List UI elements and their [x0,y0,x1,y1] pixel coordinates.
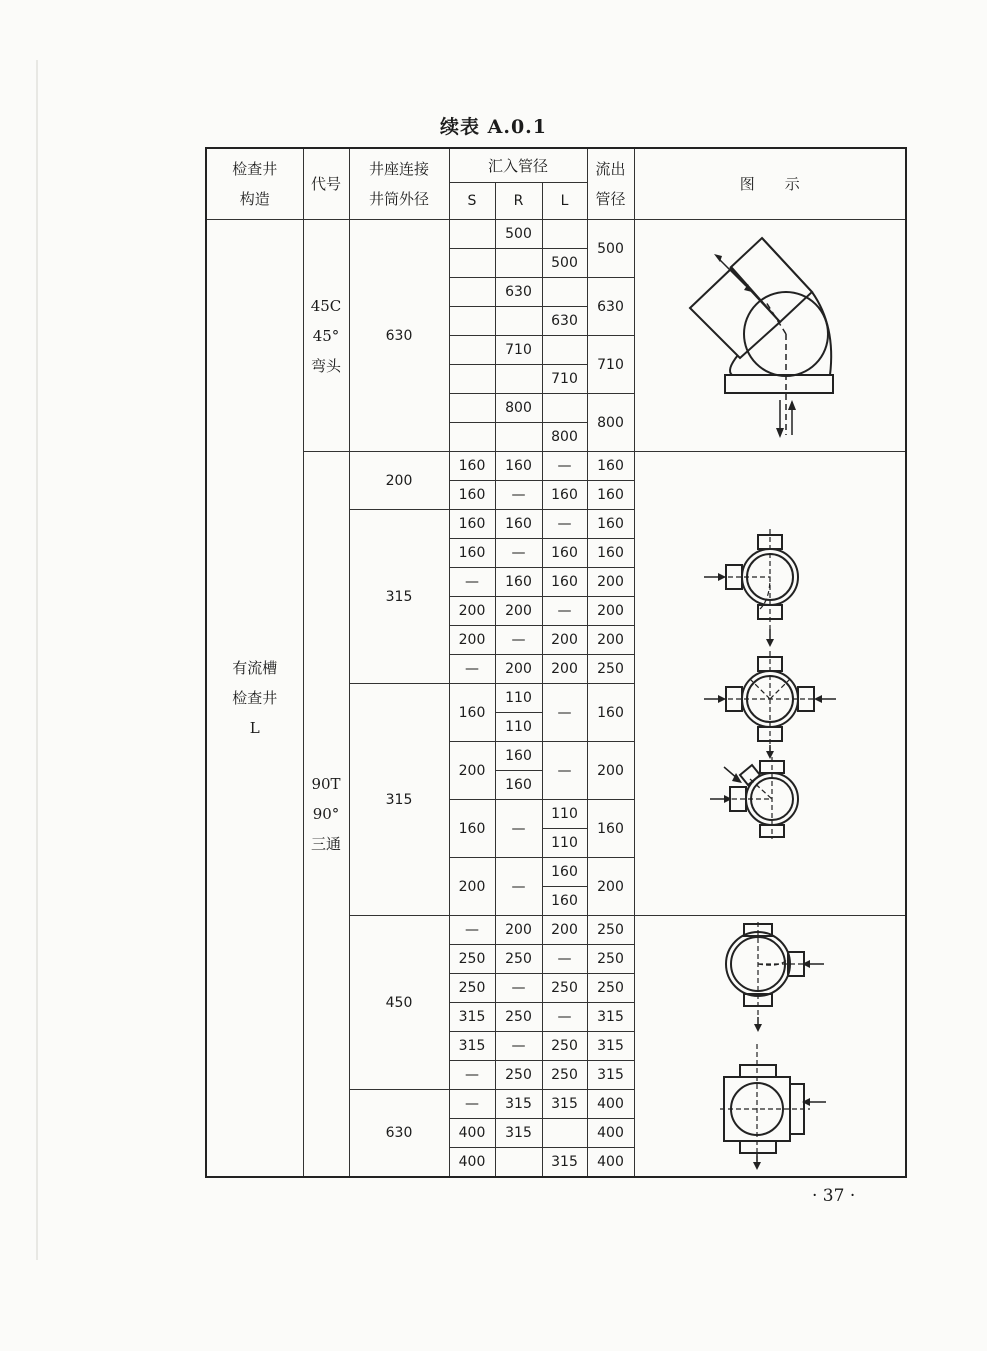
structure-label: 有流槽 检查井 L [206,220,303,1178]
table-cell: 315 [587,1061,634,1090]
table-cell: — [542,452,587,481]
table-cell: 250 [587,974,634,1003]
table-cell: 710 [495,336,542,365]
table-cell: 800 [587,394,634,452]
table-cell: 250 [587,945,634,974]
table-cell: — [495,626,542,655]
table-cell: 200 [542,655,587,684]
table-cell: 160 [542,481,587,510]
header-shaft-od: 井座连接 井筒外径 [349,148,449,220]
shaft-od-315-b: 315 [349,684,449,916]
table-cell [542,1119,587,1148]
code-90-tee: 90T 90° 三通 [303,452,349,1178]
table-cell: 160 [495,742,542,771]
table-cell: 315 [587,1003,634,1032]
table-cell: — [542,684,587,742]
table-cell: — [542,510,587,539]
tee-90-large-diagrams [700,922,840,1170]
table-cell: 800 [495,394,542,423]
table-cell: 250 [542,1061,587,1090]
table-cell: 160 [542,539,587,568]
table-cell: — [449,916,495,945]
elbow-45-figure [634,220,906,452]
table-cell: 710 [542,365,587,394]
table-cell: 200 [587,626,634,655]
header-structure: 检查井 构造 [206,148,303,220]
table-cell: 160 [449,452,495,481]
table-cell: 315 [587,1032,634,1061]
table-cell: 250 [449,945,495,974]
table-cell: 160 [542,568,587,597]
table-cell: 800 [542,423,587,452]
table-cell: 400 [587,1148,634,1178]
table-cell: — [495,1032,542,1061]
table-cell: 400 [587,1090,634,1119]
table-cell: — [495,539,542,568]
table-cell: 250 [542,1032,587,1061]
shaft-od-315-a: 315 [349,510,449,684]
table-cell: 160 [495,452,542,481]
table-cell: 110 [495,684,542,713]
header-s: S [449,183,495,220]
table-cell: 315 [542,1090,587,1119]
table-cell: 250 [495,945,542,974]
table-cell: 400 [587,1119,634,1148]
table-cell: 160 [542,887,587,916]
table-cell: 200 [449,742,495,800]
table-cell: 200 [495,597,542,626]
table-cell: 160 [449,800,495,858]
table-cell [449,220,495,249]
table-cell: 200 [449,626,495,655]
table-cell: 160 [449,510,495,539]
table-cell: 160 [449,684,495,742]
tee-90-figure-group-1 [634,452,906,916]
header-r: R [495,183,542,220]
table-cell: 400 [449,1119,495,1148]
table-cell: 110 [542,829,587,858]
table-cell: 160 [587,539,634,568]
tee-90-figure-group-2 [634,916,906,1178]
table-cell: — [542,1003,587,1032]
table-cell: 250 [542,974,587,1003]
table-cell: 110 [542,800,587,829]
header-l: L [542,183,587,220]
table-cell: 250 [449,974,495,1003]
table-cell: 200 [449,858,495,916]
table-cell: 500 [495,220,542,249]
table-cell: — [495,858,542,916]
table-cell: — [449,1061,495,1090]
header-figure: 图 示 [634,148,906,220]
table-cell: 160 [449,539,495,568]
shaft-od-630-tee: 630 [349,1090,449,1178]
table-cell: 315 [495,1090,542,1119]
table-cell [542,220,587,249]
table-cell: — [495,481,542,510]
table-cell: — [449,568,495,597]
table-cell: — [542,597,587,626]
table-cell: 200 [587,858,634,916]
header-inflow: 汇入管径 [449,148,587,183]
table-cell: — [495,800,542,858]
table-cell: 160 [495,568,542,597]
table-cell: 160 [495,510,542,539]
tee-90-diagrams [690,529,850,839]
table-cell: 160 [587,510,634,539]
table-cell: 250 [495,1003,542,1032]
table-cell: — [449,1090,495,1119]
table-cell: — [542,945,587,974]
table-cell: 160 [449,481,495,510]
table-cell: 315 [542,1148,587,1178]
code-45-elbow: 45C 45° 弯头 [303,220,349,452]
table-cell: 315 [495,1119,542,1148]
table-cell: 710 [587,336,634,394]
table-cell: 250 [587,916,634,945]
fittings-table [205,147,907,1178]
elbow-45-diagram [670,230,870,442]
table-cell: 400 [449,1148,495,1178]
table-cell: 160 [542,858,587,887]
table-cell: 200 [495,655,542,684]
table-cell: 160 [587,684,634,742]
table-cell: — [495,974,542,1003]
shaft-od-450: 450 [349,916,449,1090]
shaft-od-200: 200 [349,452,449,510]
table-cell: — [542,742,587,800]
table-cell: 160 [587,481,634,510]
header-code: 代号 [303,148,349,220]
table-cell: 200 [542,626,587,655]
table-cell: 250 [587,655,634,684]
table-cell: 500 [587,220,634,278]
table-cell: 200 [449,597,495,626]
table-cell: 500 [542,249,587,278]
table-cell: 315 [449,1003,495,1032]
table-cell: 315 [449,1032,495,1061]
page-number: · 37 · [812,1186,856,1206]
scan-edge-shadow [36,60,38,1260]
table-cell: 630 [542,307,587,336]
table-cell [495,1148,542,1178]
shaft-od-630-elbow: 630 [349,220,449,452]
table-cell: 160 [587,800,634,858]
table-cell: 200 [542,916,587,945]
table-cell: 160 [495,771,542,800]
table-cell: 110 [495,713,542,742]
table-cell: 200 [587,568,634,597]
table-cell: 250 [495,1061,542,1090]
table-cell: 630 [495,278,542,307]
table-cell: 200 [587,597,634,626]
table-cell: 200 [587,742,634,800]
table-cell: — [449,655,495,684]
table-cell: 200 [495,916,542,945]
header-outflow: 流出 管径 [587,148,634,220]
table-cell: 160 [587,452,634,481]
table-title: 续表 A.0.1 [439,116,548,138]
table-cell: 630 [587,278,634,336]
